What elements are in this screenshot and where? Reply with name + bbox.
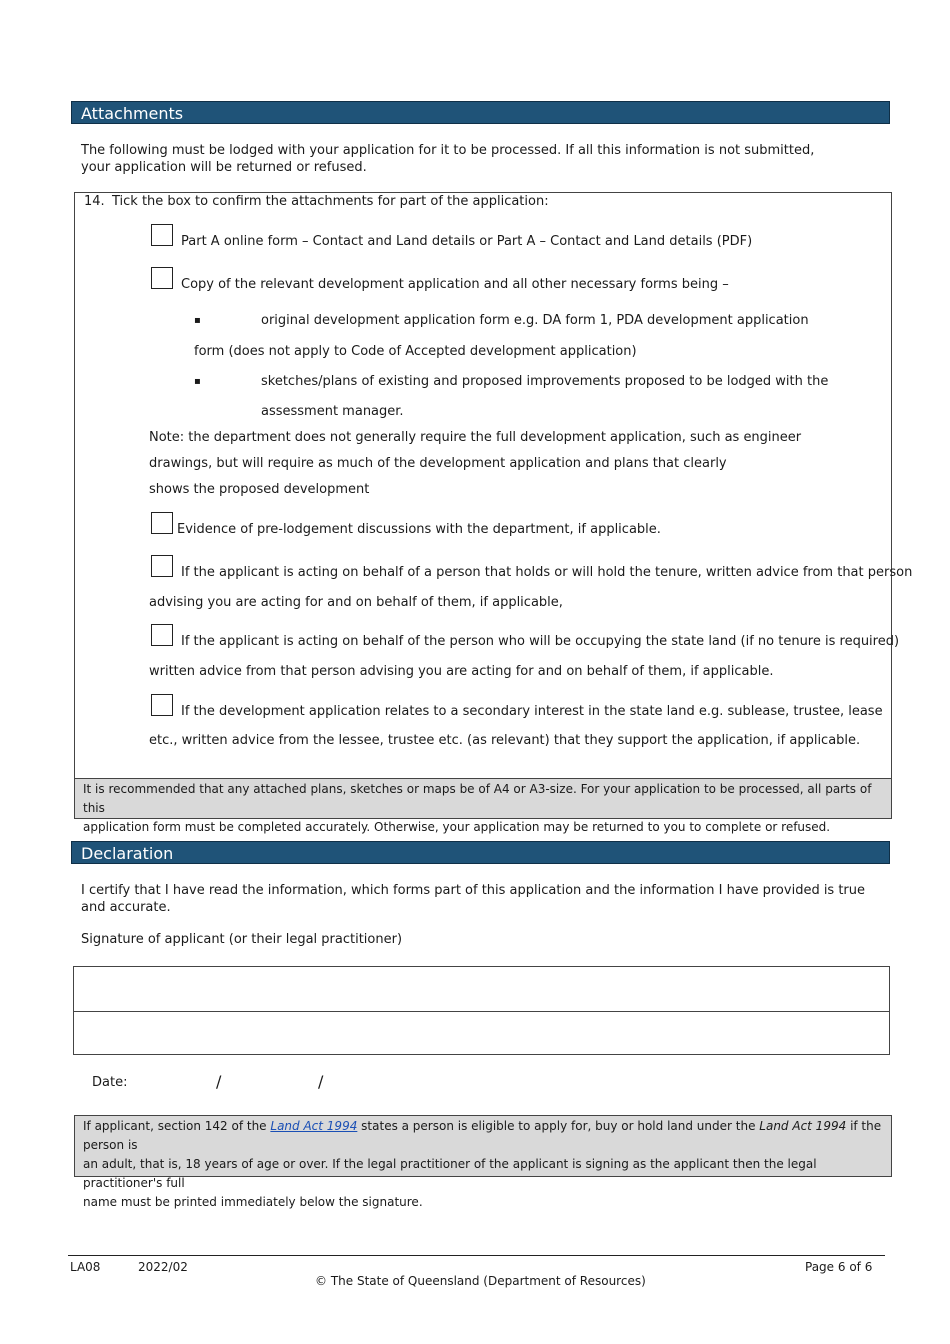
land-act-line-2: an adult, that is, 18 years of age or over. If the legal practitioner of the applicant is signing as the applicant then the legal practitioner's full — [83, 1157, 817, 1190]
land-act-mid: states a person is eligible to apply for, buy or hold land under the — [361, 1119, 756, 1133]
note-line-3: shows the proposed development — [149, 482, 370, 497]
footer-form-code: LA08 — [70, 1260, 101, 1274]
certify-text: I certify that I have read the information, which forms part of this application and the information I have provided is true and accurate. — [81, 883, 866, 915]
date-day-input[interactable] — [133, 1068, 215, 1090]
bullet-1-marker: ▪ — [194, 315, 201, 326]
date-year-input[interactable] — [330, 1068, 420, 1090]
occupy-label-2: written advice from that person advising you are acting for and on behalf of them, if applicable. — [149, 664, 774, 679]
part-a-label: Part A online form – Contact and Land details or Part A – Contact and Land details (PDF) — [181, 234, 753, 249]
recommendation-line-2: application form must be completed accurately. Otherwise, your application may be returned to you to complete or refused. — [83, 820, 831, 834]
bullet-2-line-2: assessment manager. — [261, 404, 404, 419]
secondary-checkbox[interactable] — [151, 694, 173, 716]
bullet-1-line-2: form (does not apply to Code of Accepted development application) — [194, 344, 637, 359]
copy-da-checkbox[interactable] — [151, 267, 173, 289]
land-act-line-1 — [83, 1117, 883, 1155]
bullet-1-line-1: original development application form e.g. DA form 1, PDA development application — [261, 313, 809, 328]
footer-version: 2022/02 — [138, 1260, 188, 1274]
land-act-italic: Land Act 1994 — [759, 1119, 847, 1133]
land-act-line-3: name must be printed immediately below the signature. — [83, 1195, 423, 1209]
recommendation-line-1: It is recommended that any attached plans, sketches or maps be of A4 or A3-size. For your application to be processed, all parts of this — [83, 782, 872, 815]
land-act-post: if the person is — [83, 1119, 882, 1152]
date-separator-2: / — [318, 1072, 324, 1091]
evidence-checkbox[interactable] — [151, 512, 173, 534]
land-act-link[interactable]: Land Act 1994 — [270, 1119, 358, 1133]
tenure-label-1: If the applicant is acting on behalf of a person that holds or will hold the tenure, written advice from that person — [181, 565, 913, 580]
land-act-note — [74, 1115, 892, 1209]
declaration-heading: Declaration — [71, 841, 890, 864]
part-a-checkbox[interactable] — [151, 224, 173, 246]
secondary-label-1: If the development application relates to a secondary interest in the state land e.g. sublease, trustee, lease — [181, 704, 883, 719]
tenure-checkbox[interactable] — [151, 555, 173, 577]
attachments-heading: Attachments — [71, 101, 890, 124]
footer-copyright: © The State of Queensland (Department of Resources) — [315, 1274, 646, 1288]
attachments-intro: The following must be lodged with your application for it to be processed. If all this information is not submitted, your application will be returned or refused. — [81, 143, 815, 175]
signature-label: Signature of applicant (or their legal practitioner) — [81, 932, 403, 947]
question-text: Tick the box to confirm the attachments for part of the application: — [112, 194, 549, 209]
note-text-1: the department does not generally require the full development application, such as engineer — [188, 430, 802, 445]
date-separator-1: / — [216, 1072, 222, 1091]
note-line-2: drawings, but will require as much of the development application and plans that clearly — [149, 456, 727, 471]
bullet-2-marker: ▪ — [194, 376, 201, 387]
occupy-label-1: If the applicant is acting on behalf of the person who will be occupying the state land (if no tenure is required) — [181, 634, 900, 649]
signature-field[interactable] — [73, 966, 890, 1012]
evidence-label: Evidence of pre-lodgement discussions with the department, if applicable. — [177, 522, 661, 537]
footer-page-number: Page 6 of 6 — [805, 1260, 873, 1274]
occupy-checkbox[interactable] — [151, 624, 173, 646]
footer-divider — [68, 1255, 885, 1256]
note-line-1 — [149, 430, 801, 445]
tenure-label-2: advising you are acting for and on behalf of them, if applicable, — [149, 595, 563, 610]
bullet-2-line-1: sketches/plans of existing and proposed improvements proposed to be lodged with the — [261, 374, 829, 389]
date-month-input[interactable] — [226, 1068, 316, 1090]
secondary-label-2: etc., written advice from the lessee, trustee etc. (as relevant) that they support the application, if applicable. — [149, 733, 861, 748]
date-label: Date: — [92, 1075, 128, 1090]
copy-da-label: Copy of the relevant development application and all other necessary forms being – — [181, 277, 729, 292]
land-act-pre: If applicant, section 142 of the — [83, 1119, 267, 1133]
note-label: Note: — [149, 430, 185, 445]
signature-name-field[interactable] — [73, 1011, 890, 1055]
recommendation-note — [74, 778, 892, 834]
question-number: 14. — [84, 194, 105, 209]
